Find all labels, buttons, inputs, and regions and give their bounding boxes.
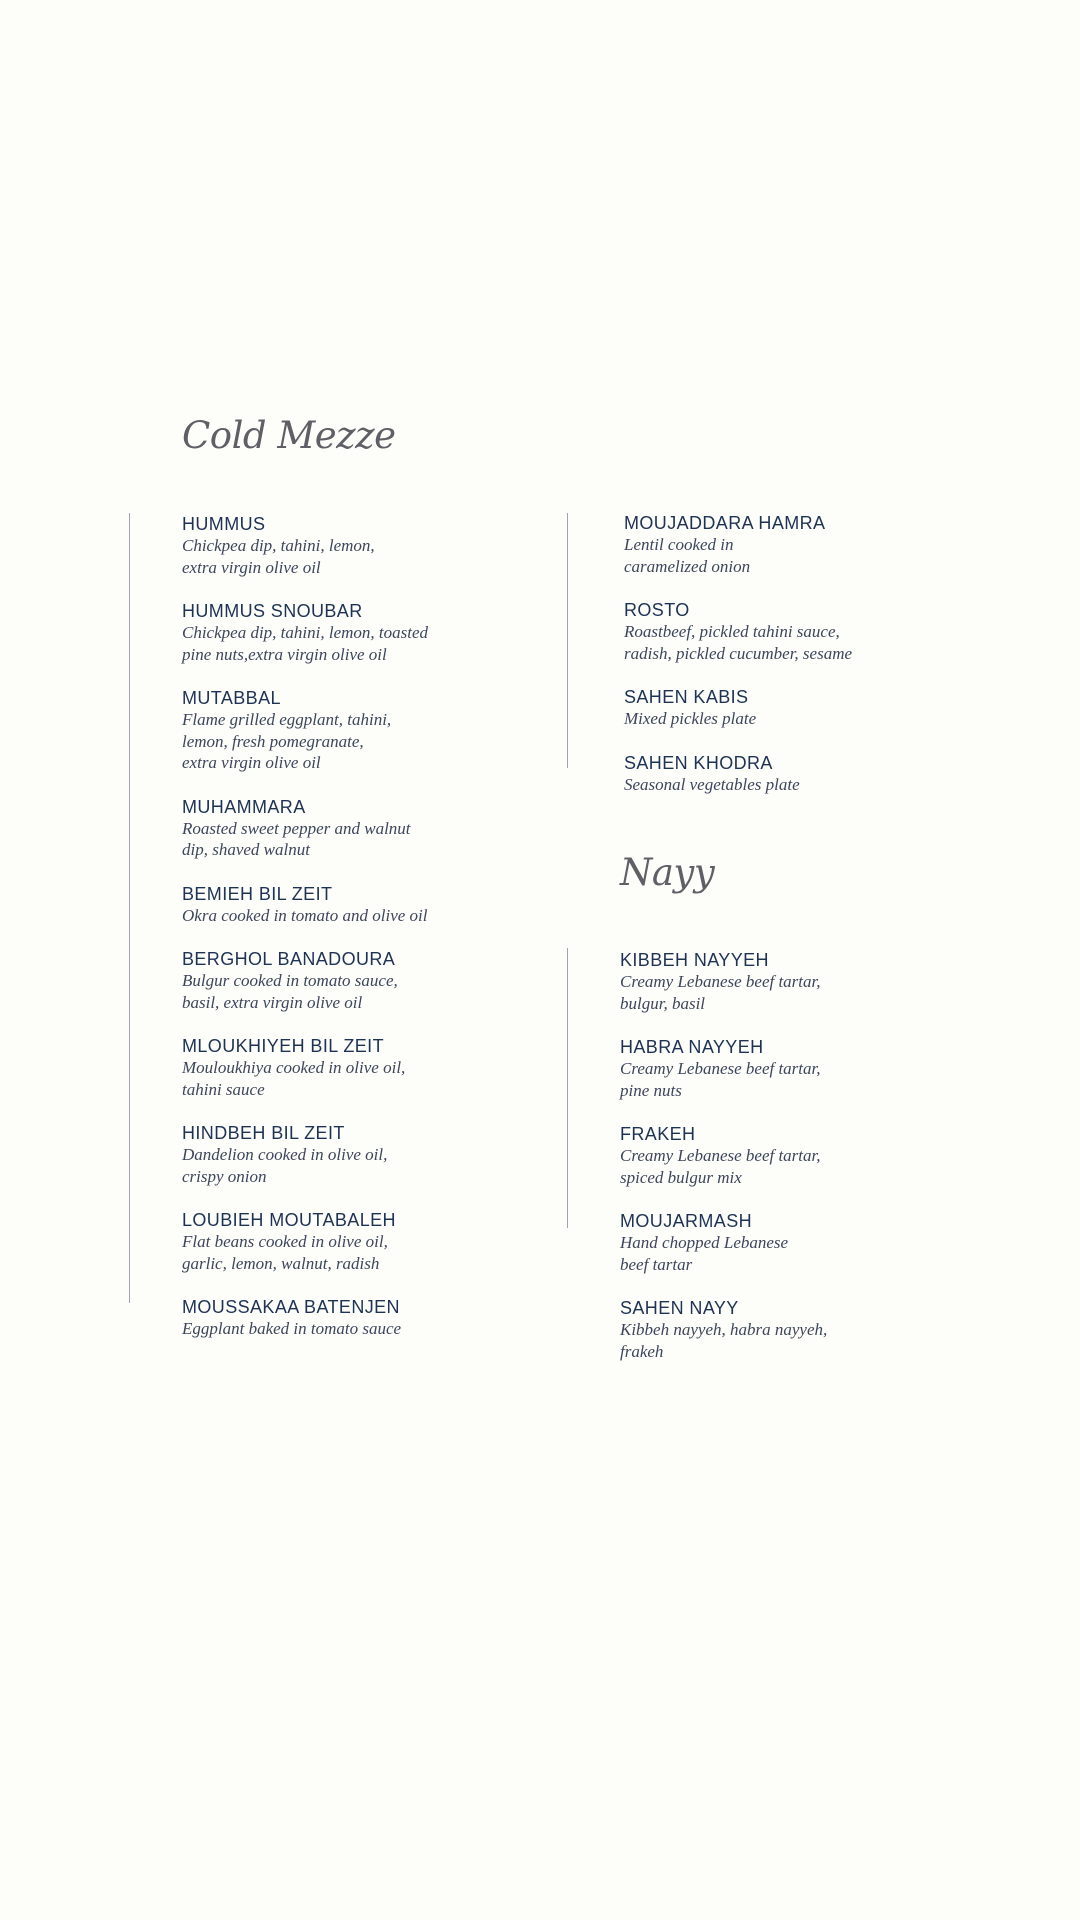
menu-item-description: Chickpea dip, tahini, lemon, toasted pine nuts,extra virgin olive oil xyxy=(182,623,428,664)
menu-item-description: Mixed pickles plate xyxy=(624,709,757,728)
left-divider-line xyxy=(129,513,130,1303)
menu-item-name: MUTABBAL xyxy=(182,688,281,708)
cold-mezze-right-list xyxy=(624,512,944,817)
menu-item-name: MOUJARMASH xyxy=(620,1211,753,1231)
menu-item-name: SAHEN KHODRA xyxy=(624,752,773,773)
menu-item-name: SAHEN NAYY xyxy=(620,1298,739,1318)
menu-item xyxy=(182,1209,512,1274)
menu-item xyxy=(182,883,512,927)
menu-item xyxy=(624,512,944,577)
menu-item-name: LOUBIEH MOUTABALEH xyxy=(182,1210,396,1230)
nayy-title: Nayy xyxy=(620,851,715,894)
menu-item-name: MOUJADDARA HAMRA xyxy=(624,513,826,533)
menu-item xyxy=(624,686,944,730)
menu-item-name: HABRA NAYYEH xyxy=(620,1037,764,1057)
menu-item-name: HUMMUS xyxy=(182,514,266,534)
menu-item-name: FRAKEH xyxy=(620,1124,696,1144)
menu-item xyxy=(182,1296,512,1340)
menu-item-name: BERGHOL BANADOURA xyxy=(182,949,396,969)
menu-item-name: MUHAMMARA xyxy=(182,796,306,817)
menu-item xyxy=(182,948,512,1013)
menu-item-description: Dandelion cooked in olive oil, crispy onion xyxy=(182,1145,388,1186)
menu-item-description: Bulgur cooked in tomato sauce, basil, extra virgin olive oil xyxy=(182,971,398,1012)
menu-item xyxy=(620,949,940,1014)
menu-item-name: SAHEN KABIS xyxy=(624,687,749,707)
menu-item xyxy=(620,1123,940,1188)
menu-item xyxy=(624,752,944,796)
menu-item xyxy=(620,1297,940,1362)
menu-item-description: Mouloukhiya cooked in olive oil, tahini sauce xyxy=(182,1058,406,1099)
menu-item-description: Kibbeh nayyeh, habra nayyeh, frakeh xyxy=(620,1320,828,1361)
menu-item-description: Flat beans cooked in olive oil, garlic, lemon, walnut, radish xyxy=(182,1232,388,1273)
middle-divider-line-lower xyxy=(567,948,568,1228)
menu-item-description: Roastbeef, pickled tahini sauce, radish, pickled cucumber, sesame xyxy=(624,622,853,663)
menu-item-description: Creamy Lebanese beef tartar, pine nuts xyxy=(620,1059,821,1100)
menu-item-name: HUMMUS SNOUBAR xyxy=(182,601,363,621)
menu-item-description: Creamy Lebanese beef tartar, spiced bulgur mix xyxy=(620,1146,821,1187)
menu-item xyxy=(182,687,512,774)
menu-item-description: Hand chopped Lebanese beef tartar xyxy=(620,1233,789,1274)
menu-item-description: Seasonal vegetables plate xyxy=(624,774,800,794)
menu-item-description: Flame grilled eggplant, tahini, lemon, fresh pomegranate, extra virgin olive oil xyxy=(182,710,392,772)
menu-item-description: Chickpea dip, tahini, lemon, extra virgin olive oil xyxy=(182,536,375,577)
menu-item-description: Okra cooked in tomato and olive oil xyxy=(182,905,428,925)
cold-mezze-title: Cold Mezze xyxy=(182,414,396,457)
menu-item-name: HINDBEH BIL ZEIT xyxy=(182,1123,345,1143)
menu-item-name: KIBBEH NAYYEH xyxy=(620,950,769,970)
menu-item xyxy=(624,599,944,664)
menu-item-description: Creamy Lebanese beef tartar, bulgur, basil xyxy=(620,972,821,1013)
menu-item xyxy=(620,1036,940,1101)
menu-item-name: BEMIEH BIL ZEIT xyxy=(182,883,333,904)
nayy-list xyxy=(620,949,940,1384)
menu-item-description: Eggplant baked in tomato sauce xyxy=(182,1319,402,1338)
menu-item-name: ROSTO xyxy=(624,600,690,620)
middle-divider-line-upper xyxy=(567,513,568,768)
menu-item xyxy=(620,1210,940,1275)
menu-item-name: MOUSSAKAA BATENJEN xyxy=(182,1297,400,1317)
menu-item xyxy=(182,1035,512,1100)
menu-item xyxy=(182,796,512,861)
menu-item-name: MLOUKHIYEH BIL ZEIT xyxy=(182,1036,384,1056)
menu-item xyxy=(182,600,512,665)
menu-item-description: Roasted sweet pepper and walnut dip, shaved walnut xyxy=(182,818,411,859)
menu-item xyxy=(182,513,512,578)
cold-mezze-left-list xyxy=(182,513,512,1362)
menu-item xyxy=(182,1122,512,1187)
menu-item-description: Lentil cooked in caramelized onion xyxy=(624,535,751,576)
